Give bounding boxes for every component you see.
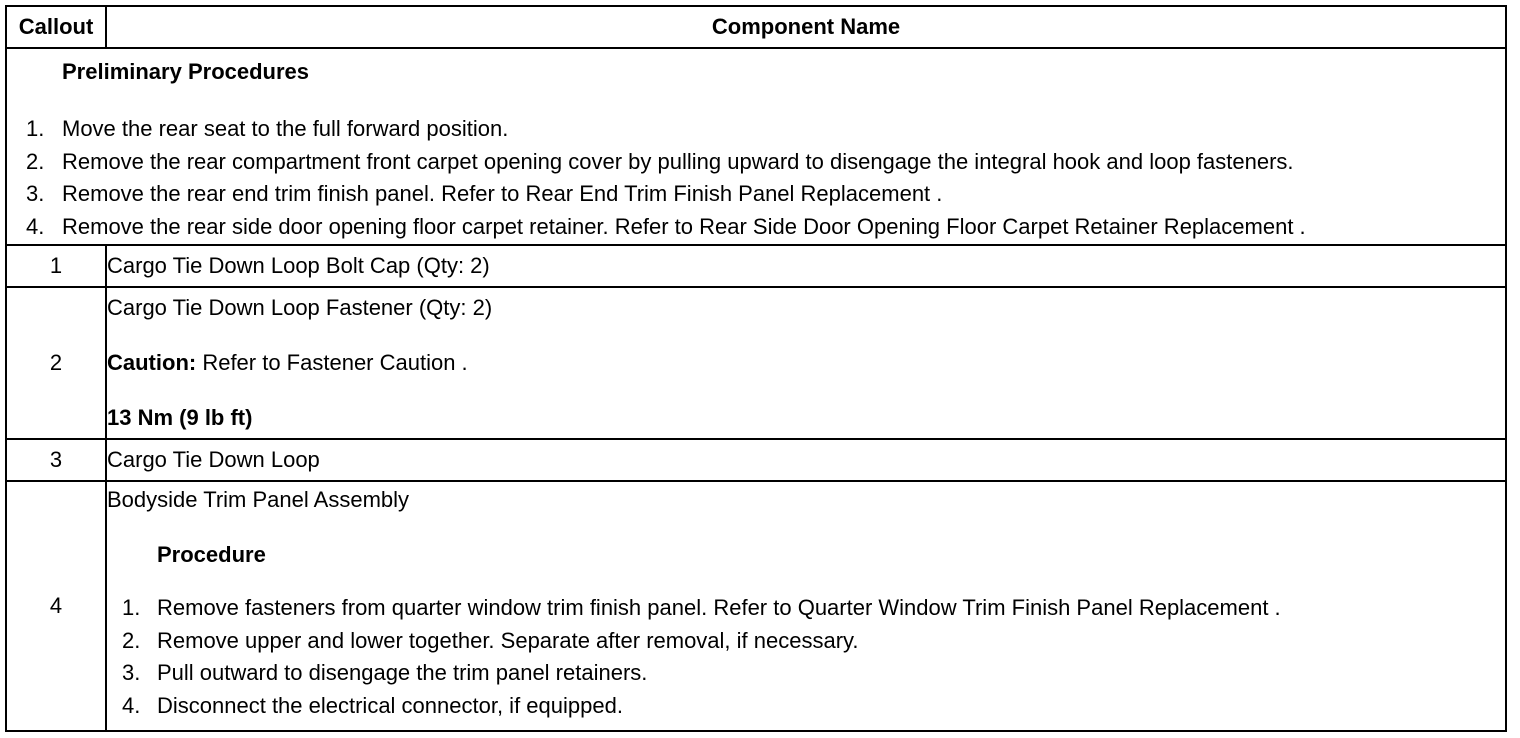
preliminary-row: [6, 48, 1506, 245]
list-item: [7, 146, 1505, 179]
component-name: Bodyside Trim Panel Assembly: [107, 486, 410, 512]
step-text: Remove the rear side door opening floor carpet retainer. Refer to Rear Side Door Opening Floor Carpet Retainer Replacement .: [62, 214, 1306, 240]
step-number: 3.: [122, 660, 141, 686]
caution-note: [107, 349, 1505, 377]
callout-number: 4: [6, 481, 106, 731]
list-item: [107, 625, 1505, 658]
procedure-steps-list: [107, 592, 1505, 723]
torque-spec: 13 Nm (9 lb ft): [107, 404, 253, 430]
step-text: Remove the rear end trim finish panel. Refer to Rear End Trim Finish Panel Replacement .: [62, 181, 943, 207]
caution-label: Caution:: [107, 349, 197, 375]
step-text: Remove fasteners from quarter window trim finish panel. Refer to Quarter Window Trim Finish Panel Replacement .: [157, 594, 1281, 620]
step-number: 4.: [26, 214, 45, 240]
step-text: Remove the rear compartment front carpet opening cover by pulling upward to disengage the integral hook and loop fasteners.: [62, 148, 1294, 174]
step-number: 1.: [26, 116, 45, 141]
preliminary-procedures-title: Preliminary Procedures: [62, 59, 310, 84]
step-number: 2.: [122, 627, 141, 653]
step-text: Move the rear seat to the full forward position.: [62, 116, 509, 141]
callout-number: 3: [6, 439, 106, 481]
preliminary-steps-list: [7, 113, 1505, 244]
callout-header: Callout: [6, 6, 106, 48]
component-name: Cargo Tie Down Loop Fastener (Qty: 2): [107, 294, 493, 320]
table-row: [6, 439, 1506, 481]
step-number: 1.: [122, 594, 141, 620]
step-text: Disconnect the electrical connector, if equipped.: [157, 692, 623, 718]
component-details: [106, 481, 1506, 731]
procedure-title: Procedure: [157, 541, 266, 567]
component-name-header: Component Name: [106, 6, 1506, 48]
list-item: [7, 113, 1505, 146]
table-row: [6, 481, 1506, 731]
header-row: [6, 6, 1506, 48]
list-item: [107, 657, 1505, 690]
step-number: 2.: [26, 148, 45, 174]
list-item: [107, 690, 1505, 723]
preliminary-procedures-cell: [6, 48, 1506, 245]
callout-number: 2: [6, 287, 106, 439]
step-number: 3.: [26, 181, 45, 207]
component-name: Cargo Tie Down Loop Bolt Cap (Qty: 2): [106, 245, 1506, 287]
callout-table: [5, 5, 1507, 732]
component-name: Cargo Tie Down Loop: [106, 439, 1506, 481]
component-details: [106, 287, 1506, 439]
step-text: Pull outward to disengage the trim panel retainers.: [157, 660, 648, 686]
list-item: [7, 211, 1505, 244]
list-item: [7, 178, 1505, 211]
step-number: 4.: [122, 692, 141, 718]
callout-number: 1: [6, 245, 106, 287]
caution-text: Refer to Fastener Caution .: [196, 349, 468, 375]
table-row: [6, 245, 1506, 287]
list-item: [107, 592, 1505, 625]
step-text: Remove upper and lower together. Separate after removal, if necessary.: [157, 627, 859, 653]
table-row: [6, 287, 1506, 439]
